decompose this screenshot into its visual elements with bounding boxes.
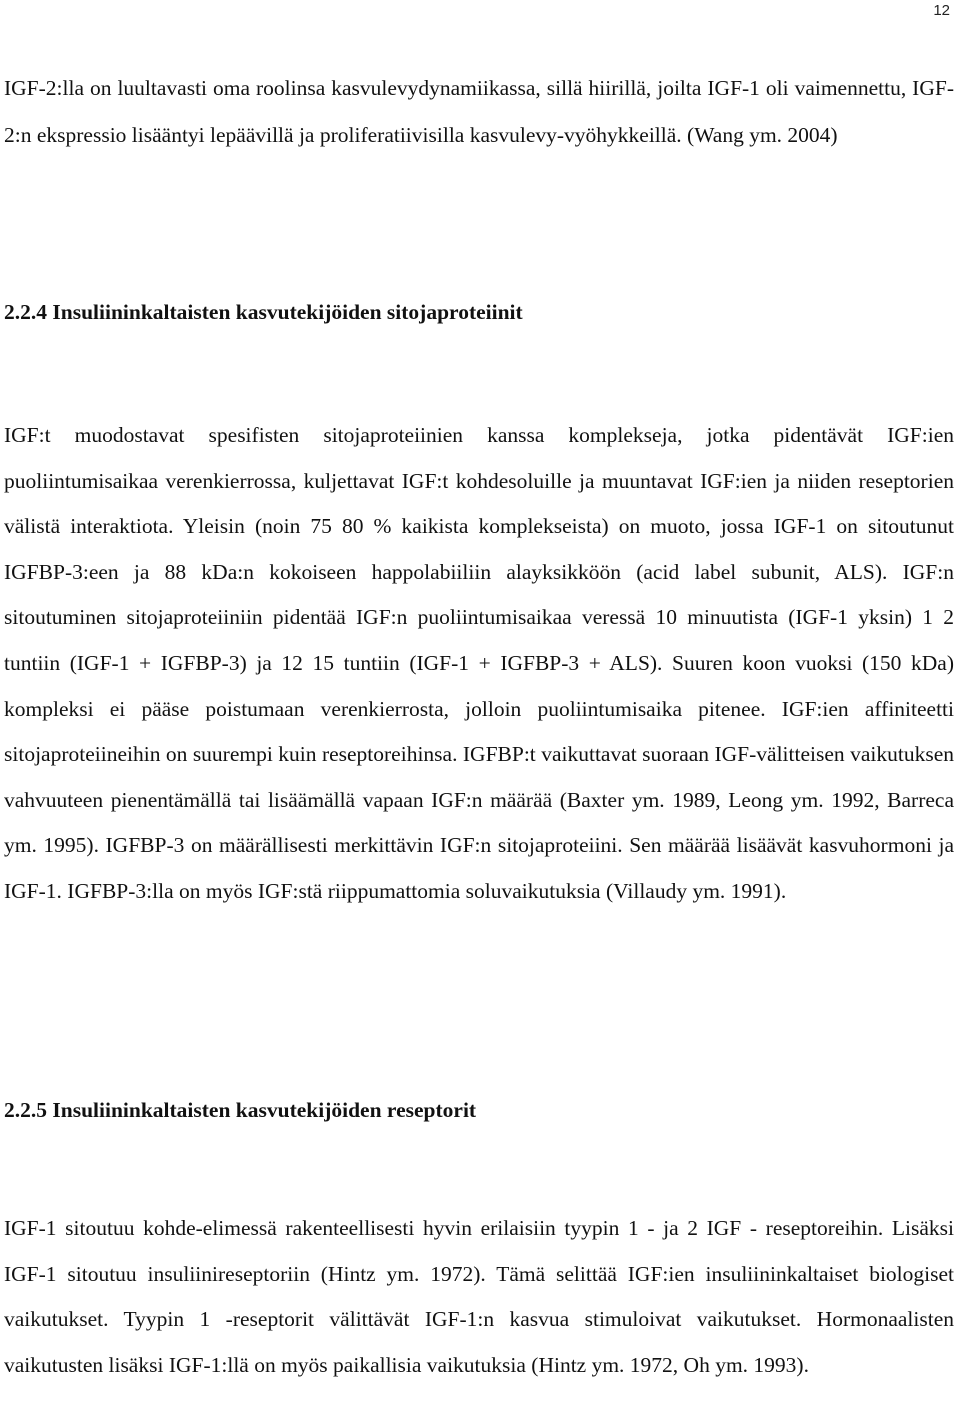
section-heading-receptors: 2.2.5 Insuliininkaltaisten kasvutekijöiden reseptorit <box>4 1098 477 1122</box>
paragraph-binding-proteins: IGF:t muodostavat spesifisten sitojaproteiinien kanssa komplekseja, jotka pidentävät IGF:ien puoliintumisaikaa verenkierrossa, kuljettavat IGF:t kohdesoluille ja muuntavat IGF:ien ja niiden reseptorien välistä interaktiota. Yleisin (noin 75 80 % kaikista komplekseista) on muoto, jossa IGF-1 on sitoutunut IGFBP-3:een ja 88 kDa:n kokoiseen happolabiiliin alayksikköön (acid label subunit, ALS). IGF:n sitoutuminen sitojaproteiiniin pidentää IGF:n puoliintumisaikaa veressä 10 minuutista (IGF-1 yksin) 1 2 tuntiin (IGF-1 + IGFBP-3) ja 12 15 tuntiin (IGF-1 + IGFBP-3 + ALS). Suuren koon vuoksi (150 kDa) kompleksi ei pääse poistumaan verenkierrosta, jolloin puoliintumisaika pitenee. IGF:ien affiniteetti sitojaproteiineihin on suurempi kuin reseptoreihinsa. IGFBP:t vaikuttavat suoraan IGF-välitteisen vaikutuksen vahvuuteen pienentämällä tai lisäämällä vapaan IGF:n määrää (Baxter ym. 1989, Leong ym. 1992, Barreca ym. 1995). IGFBP-3 on määrällisesti merkittävin IGF:n sitojaproteiini. Sen määrää lisäävät kasvuhormoni ja IGF-1. IGFBP-3:lla on myös IGF:stä riippumattomia soluvaikutuksia (Villaudy ym. 1991). <box>4 423 954 903</box>
paragraph-receptors: IGF-1 sitoutuu kohde-elimessä rakenteellisesti hyvin erilaisiin tyypin 1 - ja 2 IGF - reseptoreihin. Lisäksi IGF-1 sitoutuu insuliinireseptoriin (Hintz ym. 1972). Tämä selittää IGF:ien insuliininkaltaiset biologiset vaikutukset. Tyypin 1 -reseptorit välittävät IGF-1:n kasvua stimuloivat vaikutukset. Hormonaalisten vaikutusten lisäksi IGF-1:llä on myös paikallisia vaikutuksia (Hintz ym. 1972, Oh ym. 1993). <box>4 1216 954 1377</box>
paragraph-igf2-growth-plate: IGF-2:lla on luultavasti oma roolinsa kasvulevydynamiikassa, sillä hiirillä, joilta IGF-1 oli vaimennettu, IGF-2:n ekspressio lisääntyi lepäävillä ja proliferatiivisilla kasvulevy-vyöhykkeillä. (Wang ym. 2004) <box>4 76 954 147</box>
section-heading-binding-proteins: 2.2.4 Insuliininkaltaisten kasvutekijöiden sitojaproteiinit <box>4 300 523 324</box>
page-number: 12 <box>933 2 950 19</box>
